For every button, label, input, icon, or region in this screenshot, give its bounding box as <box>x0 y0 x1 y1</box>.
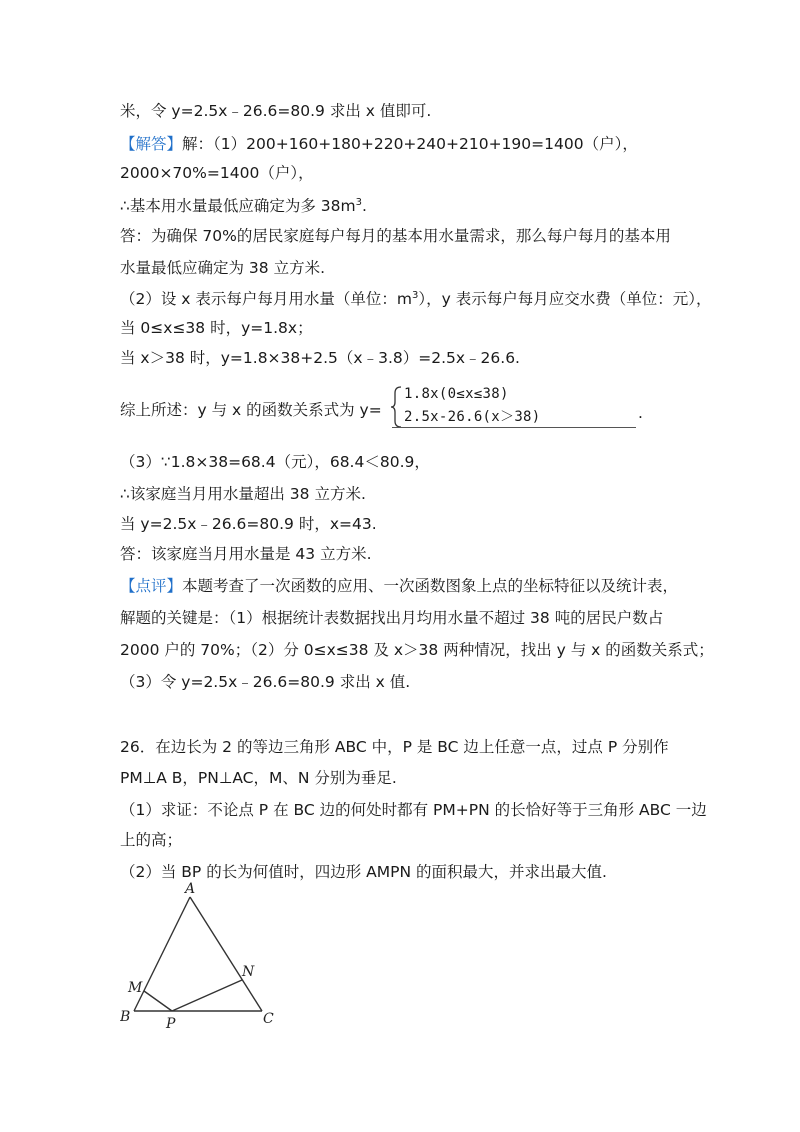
piecewise-case-2: 2.5x-26.6(x＞38) <box>404 409 541 425</box>
segment-pn <box>172 980 242 1011</box>
l4-end: . <box>362 197 367 215</box>
problem-26-line-3: （1）求证：不论点 P 在 BC 边的何处时都有 PM+PN 的长恰好等于三角形 ABC 一边 <box>120 801 707 819</box>
piecewise-underline <box>392 427 636 428</box>
problem-26-line-1: 26．在边长为 2 的等边三角形 ABC 中，P 是 BC 边上任意一点，过点 P 分别作 <box>120 738 669 756</box>
solution-line-8: 当 0≤x≤38 时，y=1.8x； <box>120 319 313 337</box>
comment-line-3: 2000 户的 70%；（2）分 0≤x≤38 及 x＞38 两种情况，找出 y 与 x 的函数关系式； <box>120 641 714 659</box>
l7-sup: 3 <box>412 289 419 301</box>
l7a: （2）设 x 表示每户每月用水量（单位：m <box>120 290 412 308</box>
piecewise-case-1: 1.8x(0≤x≤38) <box>404 386 509 402</box>
comment-line-4: （3）令 y=2.5x﹣26.6=80.9 求出 x 值. <box>120 673 411 691</box>
label-n: N <box>242 964 255 980</box>
solution-line-9: 当 x＞38 时，y=1.8×38+2.5（x﹣3.8）=2.5x﹣26.6. <box>120 349 520 367</box>
l7b: ），y 表示每户每月应交水费（单位：元）， <box>418 290 712 308</box>
solution-line-3: 2000×70%=1400（户）， <box>120 164 314 182</box>
solution-line-13: 当 y=2.5x﹣26.6=80.9 时，x=43. <box>120 515 377 533</box>
solution-line-7 <box>120 289 711 309</box>
label-b: B <box>120 1009 131 1025</box>
label-p: P <box>166 1016 176 1030</box>
comment-line-2: 解题的关键是：（1）根据统计表数据找出月均用水量不超过 38 吨的居民户数占 <box>120 609 664 627</box>
label-a: A <box>185 881 196 897</box>
answer-tag: 【解答】 <box>120 135 183 153</box>
solution-line-11: （3）∵1.8×38=68.4（元），68.4＜80.9， <box>120 453 430 471</box>
comment-tag: 【点评】 <box>120 577 183 595</box>
piecewise-label: 综上所述：y 与 x 的函数关系式为 y= <box>120 401 382 419</box>
solution-line-12: ∴该家庭当月用水量超出 38 立方米. <box>120 485 366 503</box>
comment-line-1 <box>120 576 678 596</box>
side-ab <box>134 897 190 1011</box>
solution-line-14: 答：该家庭当月用水量是 43 立方米. <box>120 545 372 563</box>
l4-text: ∴基本用水量最低应确定为多 38m <box>120 197 356 215</box>
problem-26-line-4: 上的高； <box>120 831 183 849</box>
answer-text: 解：（1）200+160+180+220+240+210+190=1400（户）， <box>182 135 638 153</box>
triangle-figure <box>120 880 280 1030</box>
solution-line-2 <box>120 134 638 154</box>
label-c: C <box>263 1011 274 1027</box>
solution-line-6: 水量最低应确定为 38 立方米. <box>120 259 326 277</box>
label-m: M <box>128 980 143 996</box>
side-ac <box>190 897 262 1011</box>
l4-sup: 3 <box>355 196 362 208</box>
solution-line-4 <box>120 196 367 216</box>
piecewise-dot: . <box>638 404 643 422</box>
comment-text: 本题考查了一次函数的应用、一次函数图象上点的坐标特征以及统计表， <box>182 577 679 595</box>
segment-pm <box>144 991 172 1011</box>
brace-icon <box>390 386 404 428</box>
problem-26-line-5: （2）当 BP 的长为何值时，四边形 AMPN 的面积最大，并求出最大值. <box>120 863 607 881</box>
problem-26-line-2: PM⊥A B，PN⊥AC，M、N 分别为垂足. <box>120 769 397 787</box>
solution-line-1: 米，令 y=2.5x﹣26.6=80.9 求出 x 值即可. <box>120 102 432 120</box>
solution-line-5: 答：为确保 70%的居民家庭每户每月的基本用水量需求，那么每户每月的基本用 <box>120 227 671 245</box>
